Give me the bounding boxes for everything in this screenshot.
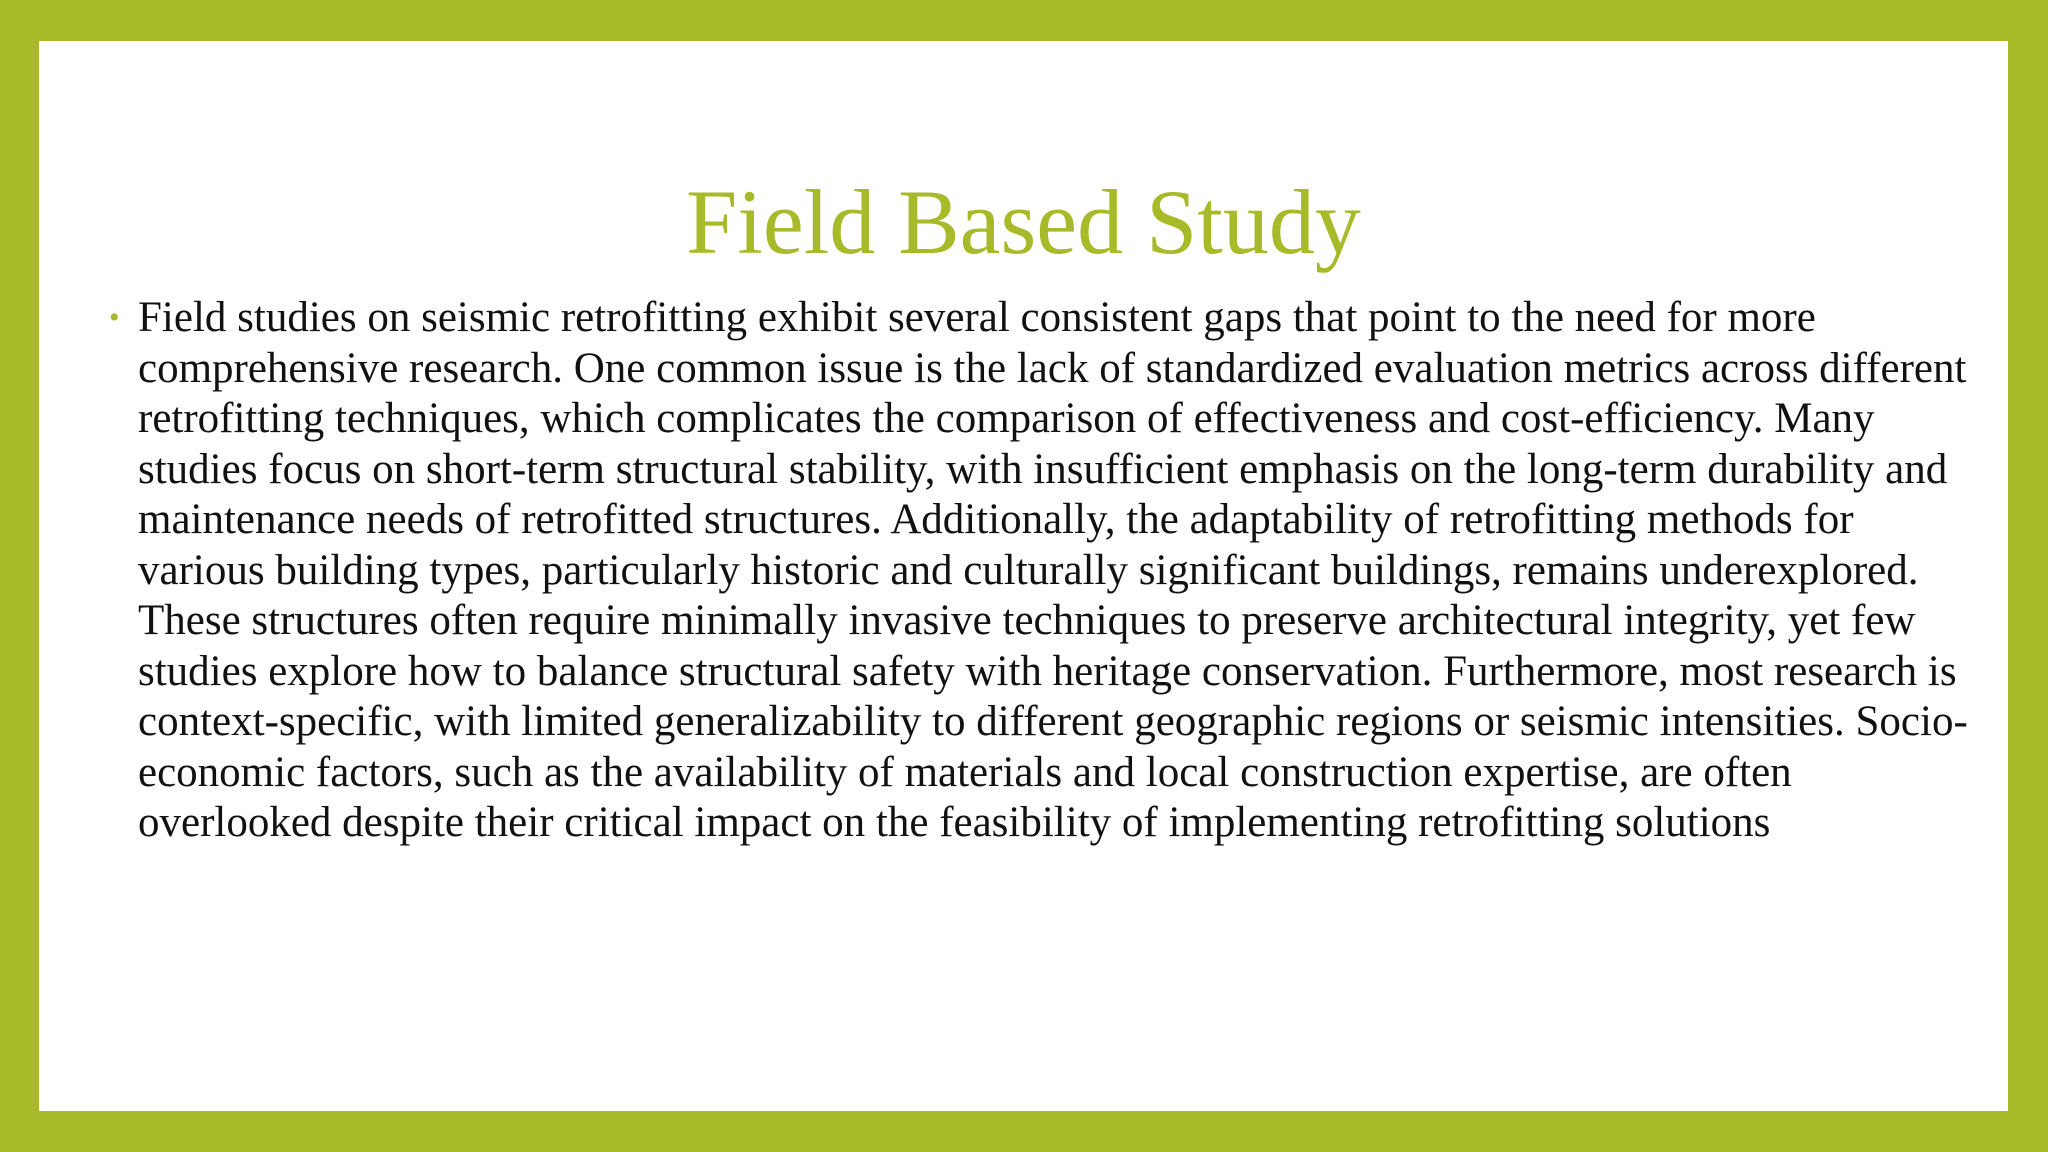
- bullet-list: [109, 293, 1989, 849]
- slide-content: [39, 41, 2008, 1111]
- slide-title: Field Based Study: [686, 171, 1361, 273]
- bullet-marker-icon: •: [109, 301, 120, 334]
- bullet-item: [109, 293, 1989, 849]
- bullet-text: Field studies on seismic retrofitting exhibit several consistent gaps that point to the need for more comprehensive research. One common issue is the lack of standardized evaluation metrics across different retrofitting techniques, which complicates the comparison of effectiveness and cost-efficiency. Many studies focus on short-term structural stability, with insufficient emphasis on the long-term durability and maintenance needs of retrofitted structures. Additionally, the adaptability of retrofitting methods for various building types, particularly historic and culturally significant buildings, remains underexplored. These structures often require minimally invasive techniques to preserve architectural integrity, yet few studies explore how to balance structural safety with heritage conservation. Furthermore, most research is context-specific, with limited generalizability to different geographic regions or seismic intensities. Socio-economic factors, such as the availability of materials and local construction expertise, are often overlooked despite their critical impact on the feasibility of implementing retrofitting solutions: [138, 294, 1968, 846]
